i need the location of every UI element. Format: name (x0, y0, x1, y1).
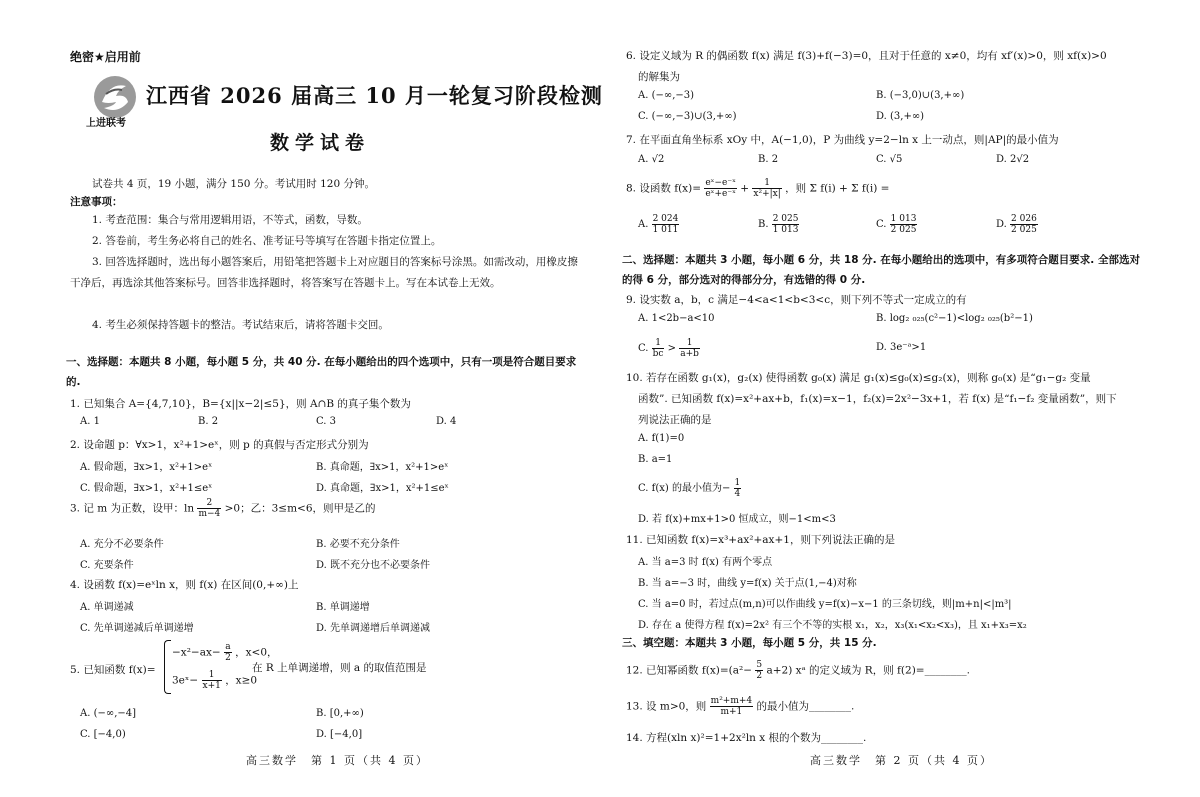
option-letter: B. (758, 219, 769, 230)
option-letter: A. (638, 219, 649, 230)
frac-num: 2 026 (1011, 214, 1037, 224)
frac-den: 2 025 (1011, 225, 1037, 235)
q8-stem-part: ，则 Σ f(i) + Σ f(i) = (785, 182, 890, 195)
option-fraction (679, 338, 700, 359)
q1-option-b: B. 2 (198, 416, 219, 427)
q7-option-b: B. 2 (758, 154, 779, 165)
q12-stem-part: a+2) xᵃ 的定义域为 R，则 f(2)=________. (766, 664, 970, 677)
q1-option-a: A. 1 (80, 416, 100, 427)
option-text: C. f(x) 的最小值为− (638, 483, 731, 494)
note-item: 3. 回答选择题时，选出每小题答案后，用铅笔把答题卡上对应题目的答案标号涂黑。如需改动，用橡皮擦干净后，再选涂其他答案标号。回答非选择题时，将答案写在答题卡上。写在本试卷上无效。 (70, 256, 578, 289)
exam-intro: 试卷共 4 页，19 小题，满分 150 分。考试用时 120 分钟。 (92, 178, 375, 190)
q8-fraction-2 (752, 178, 781, 199)
q5-piece-text: ，x<0， (235, 646, 278, 659)
q4-option-b: B. 单调递增 (316, 602, 370, 613)
option-fraction (890, 214, 918, 235)
question-3-stem (70, 498, 376, 519)
frac-num: eˣ−e⁻ˣ (705, 178, 736, 188)
q5-piece-1-fraction (224, 642, 232, 663)
frac-den: eˣ+e⁻ˣ (705, 189, 736, 199)
frac-den: a+b (680, 349, 699, 359)
q3-option-b: B. 必要不充分条件 (316, 539, 400, 550)
q5-piece-text: −x²−ax− (172, 646, 221, 659)
option-fraction (652, 338, 665, 359)
frac-num: a (225, 642, 231, 652)
q6-option-b: B. (−3,0)∪(3,+∞) (876, 90, 965, 101)
q5-piece-2-fraction (202, 670, 222, 691)
q8-stem-part: 8. 设函数 f(x)= (626, 182, 701, 195)
frac-num: 1 (679, 338, 700, 349)
q11-option-c: C. 当 a=0 时，若过点(m,n)可以作曲线 y=f(x)−x−1 的三条切线，则|m+n|<|m³| (638, 599, 1012, 610)
q5-piece-2 (172, 670, 257, 691)
piecewise-brace (164, 640, 171, 694)
section-heading-1: 一、选择题：本题共 8 小题，每小题 5 分，共 40 分. 在每小题给出的四个选项中，只有一项是符合题目要求的. (66, 356, 577, 388)
frac-num: 2 025 (772, 214, 799, 224)
q8-option-c (876, 214, 917, 235)
question-12-stem (626, 660, 970, 681)
section-heading-3: 三、填空题：本题共 3 小题，每小题 5 分，共 15 分. (622, 637, 877, 649)
exam-title: 江西省 2026 届高三 10 月一轮复习阶段检测 (146, 83, 603, 108)
q2-option-a: A. 假命题，∃x>1，x²+1>eˣ (80, 462, 213, 473)
frac-den: x²+|x| (753, 189, 781, 199)
question-2-stem: 2. 设命题 p：∀x>1，x²+1>eˣ，则 p 的真假与否定形式分别为 (70, 439, 369, 451)
q7-option-d: D. 2√2 (996, 154, 1030, 165)
question-4-stem: 4. 设函数 f(x)=eˣln x，则 f(x) 在区间(0,+∞)上 (70, 579, 299, 591)
frac-den: 2 (756, 671, 763, 681)
frac-den: 1 013 (772, 225, 799, 235)
option-fraction (652, 214, 680, 235)
frac-num: 2 024 (652, 214, 679, 224)
q5-option-c: C. [−4,0) (80, 729, 126, 740)
q5-option-d: D. [−4,0] (316, 729, 363, 740)
q6-option-c: C. (−∞,−3)∪(3,+∞) (638, 111, 737, 122)
q10-option-c (638, 478, 741, 499)
q4-option-d: D. 先单调递增后单调递减 (316, 623, 431, 634)
q6-option-a: A. (−∞,−3) (638, 90, 695, 101)
frac-den: 4 (734, 489, 741, 499)
question-10-stem-cont: 列说法正确的是 (638, 414, 712, 426)
frac-num: 5 (756, 660, 763, 670)
q3-option-c: C. 充要条件 (80, 560, 134, 571)
option-letter: D. (996, 219, 1007, 230)
question-5-stem: 5. 已知函数 f(x)= (70, 664, 156, 676)
note-item: 4. 考生必须保持答题卡的整洁。考试结束后，请将答题卡交回。 (92, 319, 389, 331)
q5-piece-text: 3eˣ− (172, 674, 199, 687)
option-letter: C. (638, 343, 649, 354)
question-10-stem-cont: 函数”. 已知函数 f(x)=x²+ax+b，f₁(x)=x−1，f₂(x)=2x²−3x+1，若 f(x) 是“f₁−f₂ 变量函数”，则下 (638, 393, 1117, 405)
frac-num: m²+m+4 (710, 696, 753, 706)
q3-stem-part: >0；乙：3≤m<6，则甲是乙的 (224, 502, 376, 515)
question-13-stem (626, 696, 854, 717)
question-7-stem: 7. 在平面直角坐标系 xOy 中，A(−1,0)，P 为曲线 y=2−ln x 上一动点，则|AP|的最小值为 (626, 134, 1059, 146)
frac-den: 2 025 (890, 225, 917, 235)
q13-stem-part: 的最小值为________. (756, 700, 855, 713)
q9-option-a: A. 1<2b−a<10 (638, 313, 715, 324)
frac-num: 1 013 (890, 214, 917, 224)
frac-num: 1 (734, 478, 741, 488)
q6-option-d: D. (3,+∞) (876, 111, 925, 122)
question-6-stem-cont: 的解集为 (638, 71, 680, 83)
q8-option-d (996, 214, 1038, 235)
q13-fraction (710, 696, 753, 717)
q9-option-d: D. 3e⁻ᵃ>1 (876, 342, 927, 353)
q10-option-b: B. a=1 (638, 454, 673, 465)
q4-option-c: C. 先单调递减后单调递增 (80, 623, 194, 634)
q10-option-d: D. 若 f(x)+mx+1>0 恒成立，则−1<m<3 (638, 514, 836, 525)
q3-stem-part: 3. 记 m 为正数，设甲：ln (70, 502, 195, 515)
question-6-stem: 6. 设定义域为 R 的偶函数 f(x) 满足 f(3)+f(−3)=0，且对于任意的 x≠0，均有 xf′(x)>0，则 xf(x)>0 (626, 50, 1107, 62)
greater-sign: > (667, 343, 677, 354)
frac-den: 2 (225, 653, 231, 663)
frac-num: 1 (652, 338, 665, 349)
page-footer: 高三数学 第 1 页（共 4 页） (246, 754, 429, 767)
question-8-stem (626, 178, 889, 199)
q2-option-b: B. 真命题，∃x>1，x²+1>eˣ (316, 462, 449, 473)
exam-subtitle: 数学试卷 (270, 132, 371, 154)
publisher-logo-text: 上进联考 (86, 118, 126, 129)
section-heading-2: 二、选择题：本题共 3 小题，每小题 6 分，共 18 分. 在每小题给出的选项中，有多项符合题目要求. 全部选对的得 6 分，部分选对的得部分分，有选错的得 0 分. (622, 254, 1140, 286)
q4-option-a: A. 单调递减 (80, 602, 134, 613)
option-letter: C. (876, 219, 887, 230)
q11-option-b: B. 当 a=−3 时，曲线 y=f(x) 关于点(1,−4)对称 (638, 578, 857, 589)
q8-fraction-1 (704, 178, 737, 199)
q9-option-b: B. log₂ ₀₂₅(c²−1)<log₂ ₀₂₅(b²−1) (876, 313, 1033, 324)
question-9-stem: 9. 设实数 a，b，c 满足−4<a<1<b<3<c，则下列不等式一定成立的有 (626, 294, 967, 306)
question-10-stem: 10. 若存在函数 g₁(x)，g₂(x) 使得函数 g₀(x) 满足 g₁(x)≤g₀(x)≤g₂(x)，则称 g₀(x) 是“g₁−g₂ 变量 (626, 372, 1091, 384)
frac-num: 1 (752, 178, 781, 189)
q3-fraction (197, 498, 221, 519)
q3-frac-den: m−4 (198, 509, 221, 519)
q5-stem-tail: 在 R 上单调递增，则 a 的取值范围是 (252, 662, 427, 674)
q8-option-a (638, 214, 679, 235)
q5-option-b: B. [0,+∞) (316, 708, 364, 719)
q5-piece-text: ，x≥0 (225, 674, 258, 687)
plus-sign: + (740, 182, 750, 195)
confidential-label: 绝密★启用前 (70, 50, 141, 64)
q12-stem-part: 12. 已知幂函数 f(x)=(a²− (626, 664, 753, 677)
q7-option-c: C. √5 (876, 154, 903, 165)
page-footer: 高三数学 第 2 页（共 4 页） (810, 754, 993, 767)
q7-option-a: A. √2 (638, 154, 665, 165)
notes-heading: 注意事项： (70, 196, 123, 208)
question-14-stem: 14. 方程(xln x)²=1+2x²ln x 根的个数为________. (626, 732, 867, 744)
option-fraction (772, 214, 800, 235)
frac-den: x+1 (202, 681, 221, 691)
q8-option-b (758, 214, 799, 235)
q12-fraction (755, 660, 763, 681)
question-1-stem: 1. 已知集合 A={4,7,10}，B={x||x−2|≤5}，则 A∩B 的真子集个数为 (70, 398, 411, 410)
q9-option-c (638, 338, 700, 359)
frac-num: 1 (202, 670, 222, 681)
frac-den: 1 011 (652, 225, 679, 235)
q3-option-a: A. 充分不必要条件 (80, 539, 164, 550)
q13-stem-part: 13. 设 m>0，则 (626, 700, 707, 713)
q2-option-c: C. 假命题，∃x>1，x²+1≤eˣ (80, 483, 213, 494)
q3-option-d: D. 既不充分也不必要条件 (316, 560, 431, 571)
q2-option-d: D. 真命题，∃x>1，x²+1≤eˣ (316, 483, 449, 494)
question-11-stem: 11. 已知函数 f(x)=x³+ax²+ax+1，则下列说法正确的是 (626, 534, 895, 546)
note-item: 2. 答卷前，考生务必将自己的姓名、准考证号等填写在答题卡指定位置上。 (92, 235, 442, 247)
note-item: 1. 考查范围：集合与常用逻辑用语，不等式，函数，导数。 (92, 214, 368, 226)
frac-den: bc (652, 349, 664, 359)
option-fraction (734, 478, 742, 499)
q11-option-d: D. 存在 a 使得方程 f(x)=2x² 有三个不等的实根 x₁，x₂，x₃(x₁<x₂<x₃)，且 x₁+x₃=x₂ (638, 620, 1027, 631)
option-fraction (1010, 214, 1038, 235)
q11-option-a: A. 当 a=3 时 f(x) 有两个零点 (638, 557, 773, 568)
q1-option-d: D. 4 (436, 416, 457, 427)
q5-option-a: A. (−∞,−4] (80, 708, 137, 719)
q1-option-c: C. 3 (316, 416, 337, 427)
q10-option-a: A. f(1)=0 (638, 433, 685, 444)
q3-frac-num: 2 (197, 498, 221, 509)
frac-den: m+1 (720, 707, 743, 717)
page-2 (600, 0, 1200, 797)
